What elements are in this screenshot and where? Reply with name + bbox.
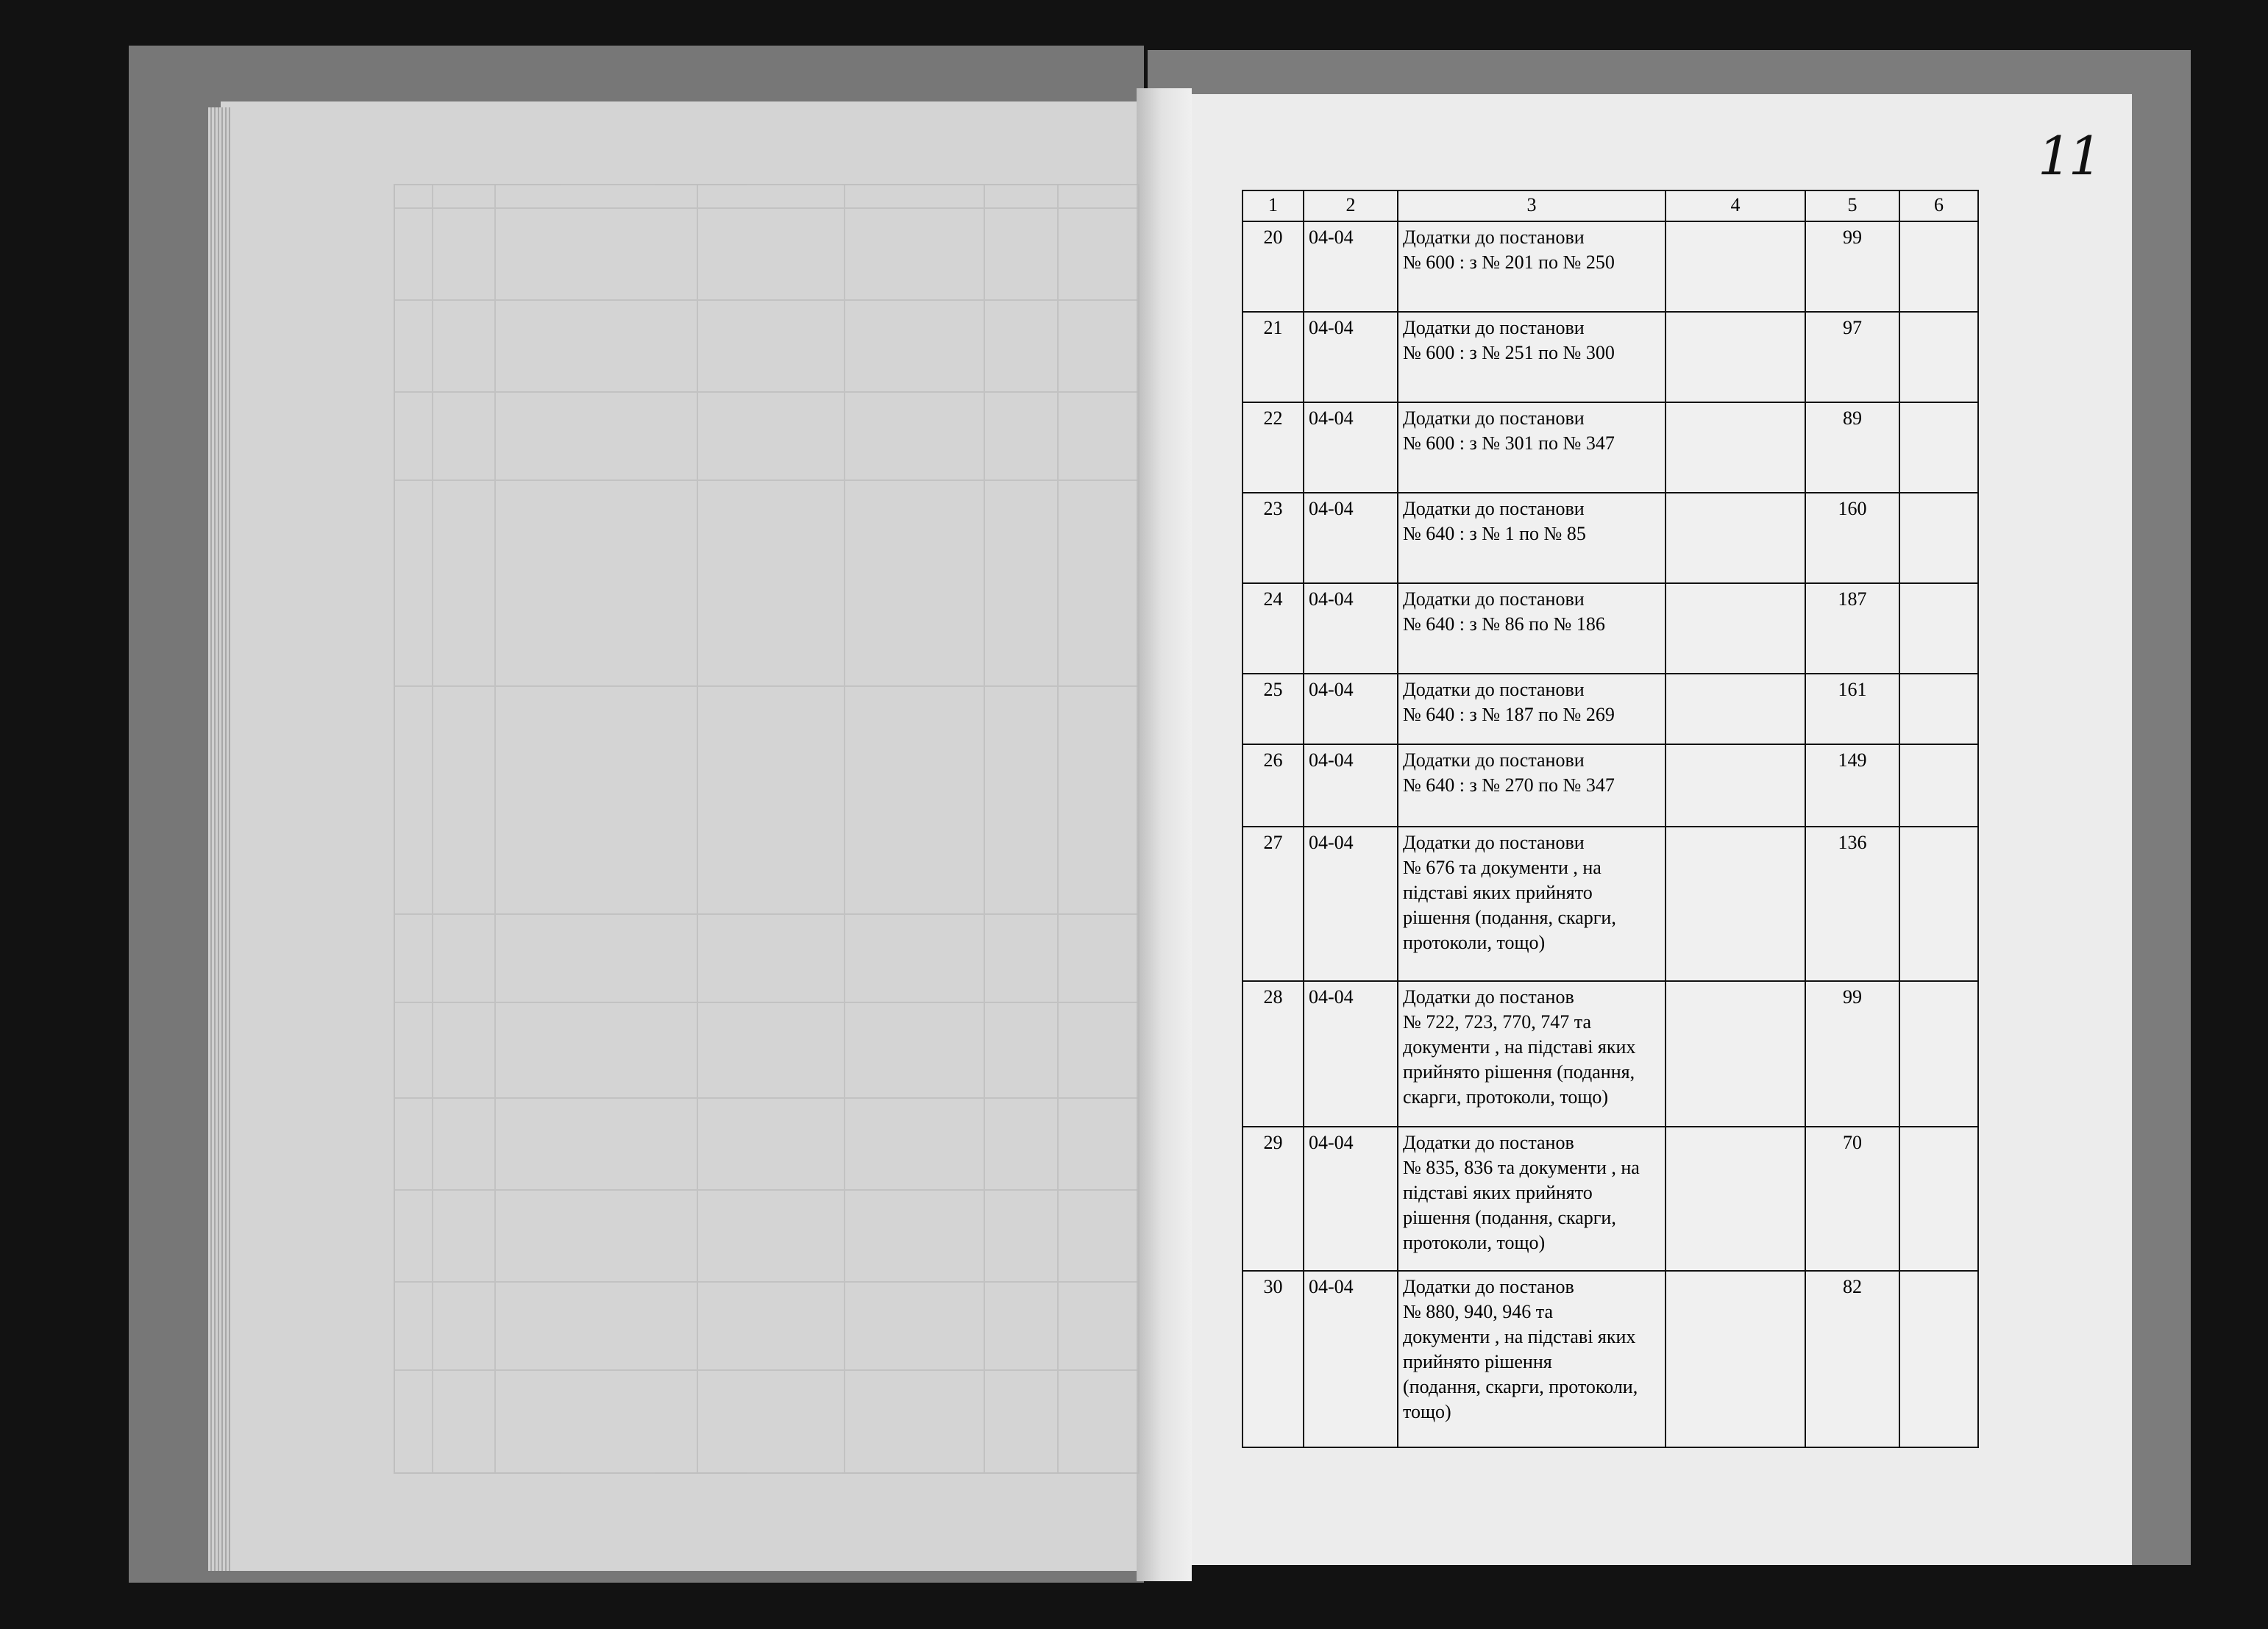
row-dates bbox=[1666, 221, 1805, 312]
row-page-count: 99 bbox=[1805, 981, 1899, 1127]
table-row bbox=[1243, 674, 1978, 744]
row-page-count: 161 bbox=[1805, 674, 1899, 744]
row-description: Додатки до постанови № 640 : з № 86 по № 186 bbox=[1398, 583, 1666, 674]
row-dates bbox=[1666, 583, 1805, 674]
row-description: Додатки до постанови № 640 : з № 270 по № 347 bbox=[1398, 744, 1666, 827]
handwritten-page-number: 11 bbox=[2038, 125, 2100, 187]
archive-inventory-table bbox=[1242, 190, 1979, 1448]
row-page-count: 82 bbox=[1805, 1271, 1899, 1447]
row-description: Додатки до постанови № 676 та документи , на підставі яких прийнято рішення (подання, скарги, протоколи, тощо) bbox=[1398, 827, 1666, 981]
row-note bbox=[1899, 981, 1978, 1127]
table-row bbox=[1243, 744, 1978, 827]
row-description: Додатки до постанов № 880, 940, 946 та документи , на підставі яких прийнято рішення (подання, скарги, протоколи, тощо) bbox=[1398, 1271, 1666, 1447]
row-number: 30 bbox=[1243, 1271, 1304, 1447]
table-row bbox=[1243, 827, 1978, 981]
table-row bbox=[1243, 312, 1978, 402]
row-code: 04-04 bbox=[1304, 493, 1398, 583]
row-description: Додатки до постанови № 640 : з № 1 по № 85 bbox=[1398, 493, 1666, 583]
row-dates bbox=[1666, 744, 1805, 827]
row-page-count: 160 bbox=[1805, 493, 1899, 583]
row-code: 04-04 bbox=[1304, 981, 1398, 1127]
row-code: 04-04 bbox=[1304, 744, 1398, 827]
row-note bbox=[1899, 583, 1978, 674]
row-description: Додатки до постанови № 640 : з № 187 по № 269 bbox=[1398, 674, 1666, 744]
row-page-count: 136 bbox=[1805, 827, 1899, 981]
row-note bbox=[1899, 402, 1978, 493]
col-header: 2 bbox=[1304, 190, 1398, 221]
row-dates bbox=[1666, 981, 1805, 1127]
row-note bbox=[1899, 1127, 1978, 1271]
row-dates bbox=[1666, 1271, 1805, 1447]
row-number: 28 bbox=[1243, 981, 1304, 1127]
row-note bbox=[1899, 674, 1978, 744]
row-note bbox=[1899, 1271, 1978, 1447]
row-dates bbox=[1666, 674, 1805, 744]
row-code: 04-04 bbox=[1304, 312, 1398, 402]
col-header: 5 bbox=[1805, 190, 1899, 221]
row-code: 04-04 bbox=[1304, 1127, 1398, 1271]
row-number: 27 bbox=[1243, 827, 1304, 981]
row-description: Додатки до постанови № 600 : з № 251 по № 300 bbox=[1398, 312, 1666, 402]
row-number: 25 bbox=[1243, 674, 1304, 744]
table-row bbox=[1243, 583, 1978, 674]
table-row bbox=[1243, 493, 1978, 583]
row-code: 04-04 bbox=[1304, 221, 1398, 312]
row-note bbox=[1899, 744, 1978, 827]
table-row bbox=[1243, 1127, 1978, 1271]
row-code: 04-04 bbox=[1304, 402, 1398, 493]
row-page-count: 89 bbox=[1805, 402, 1899, 493]
row-description: Додатки до постанов № 722, 723, 770, 747 та документи , на підставі яких прийнято рішення (подання, скарги, протоколи, тощо) bbox=[1398, 981, 1666, 1127]
row-dates bbox=[1666, 493, 1805, 583]
row-code: 04-04 bbox=[1304, 583, 1398, 674]
row-note bbox=[1899, 312, 1978, 402]
row-page-count: 97 bbox=[1805, 312, 1899, 402]
row-number: 29 bbox=[1243, 1127, 1304, 1271]
row-number: 26 bbox=[1243, 744, 1304, 827]
row-dates bbox=[1666, 312, 1805, 402]
row-description: Додатки до постанови № 600 : з № 201 по № 250 bbox=[1398, 221, 1666, 312]
row-page-count: 187 bbox=[1805, 583, 1899, 674]
row-number: 23 bbox=[1243, 493, 1304, 583]
row-page-count: 149 bbox=[1805, 744, 1899, 827]
bleed-through-table bbox=[394, 184, 1140, 1474]
row-page-count: 70 bbox=[1805, 1127, 1899, 1271]
book-spine bbox=[1137, 88, 1192, 1581]
row-code: 04-04 bbox=[1304, 674, 1398, 744]
col-header: 3 bbox=[1398, 190, 1666, 221]
row-code: 04-04 bbox=[1304, 827, 1398, 981]
row-note bbox=[1899, 493, 1978, 583]
row-number: 20 bbox=[1243, 221, 1304, 312]
row-number: 24 bbox=[1243, 583, 1304, 674]
row-note bbox=[1899, 221, 1978, 312]
table-row bbox=[1243, 402, 1978, 493]
col-header: 4 bbox=[1666, 190, 1805, 221]
row-description: Додатки до постанов № 835, 836 та документи , на підставі яких прийнято рішення (подання, скарги, протоколи, тощо) bbox=[1398, 1127, 1666, 1271]
row-dates bbox=[1666, 1127, 1805, 1271]
page-edges bbox=[208, 107, 230, 1571]
col-header: 1 bbox=[1243, 190, 1304, 221]
row-dates bbox=[1666, 402, 1805, 493]
table-row bbox=[1243, 221, 1978, 312]
row-code: 04-04 bbox=[1304, 1271, 1398, 1447]
row-number: 21 bbox=[1243, 312, 1304, 402]
row-description: Додатки до постанови № 600 : з № 301 по № 347 bbox=[1398, 402, 1666, 493]
row-dates bbox=[1666, 827, 1805, 981]
col-header: 6 bbox=[1899, 190, 1978, 221]
row-number: 22 bbox=[1243, 402, 1304, 493]
table-row bbox=[1243, 1271, 1978, 1447]
row-page-count: 99 bbox=[1805, 221, 1899, 312]
table-row bbox=[1243, 981, 1978, 1127]
header-row bbox=[1243, 190, 1978, 221]
row-note bbox=[1899, 827, 1978, 981]
